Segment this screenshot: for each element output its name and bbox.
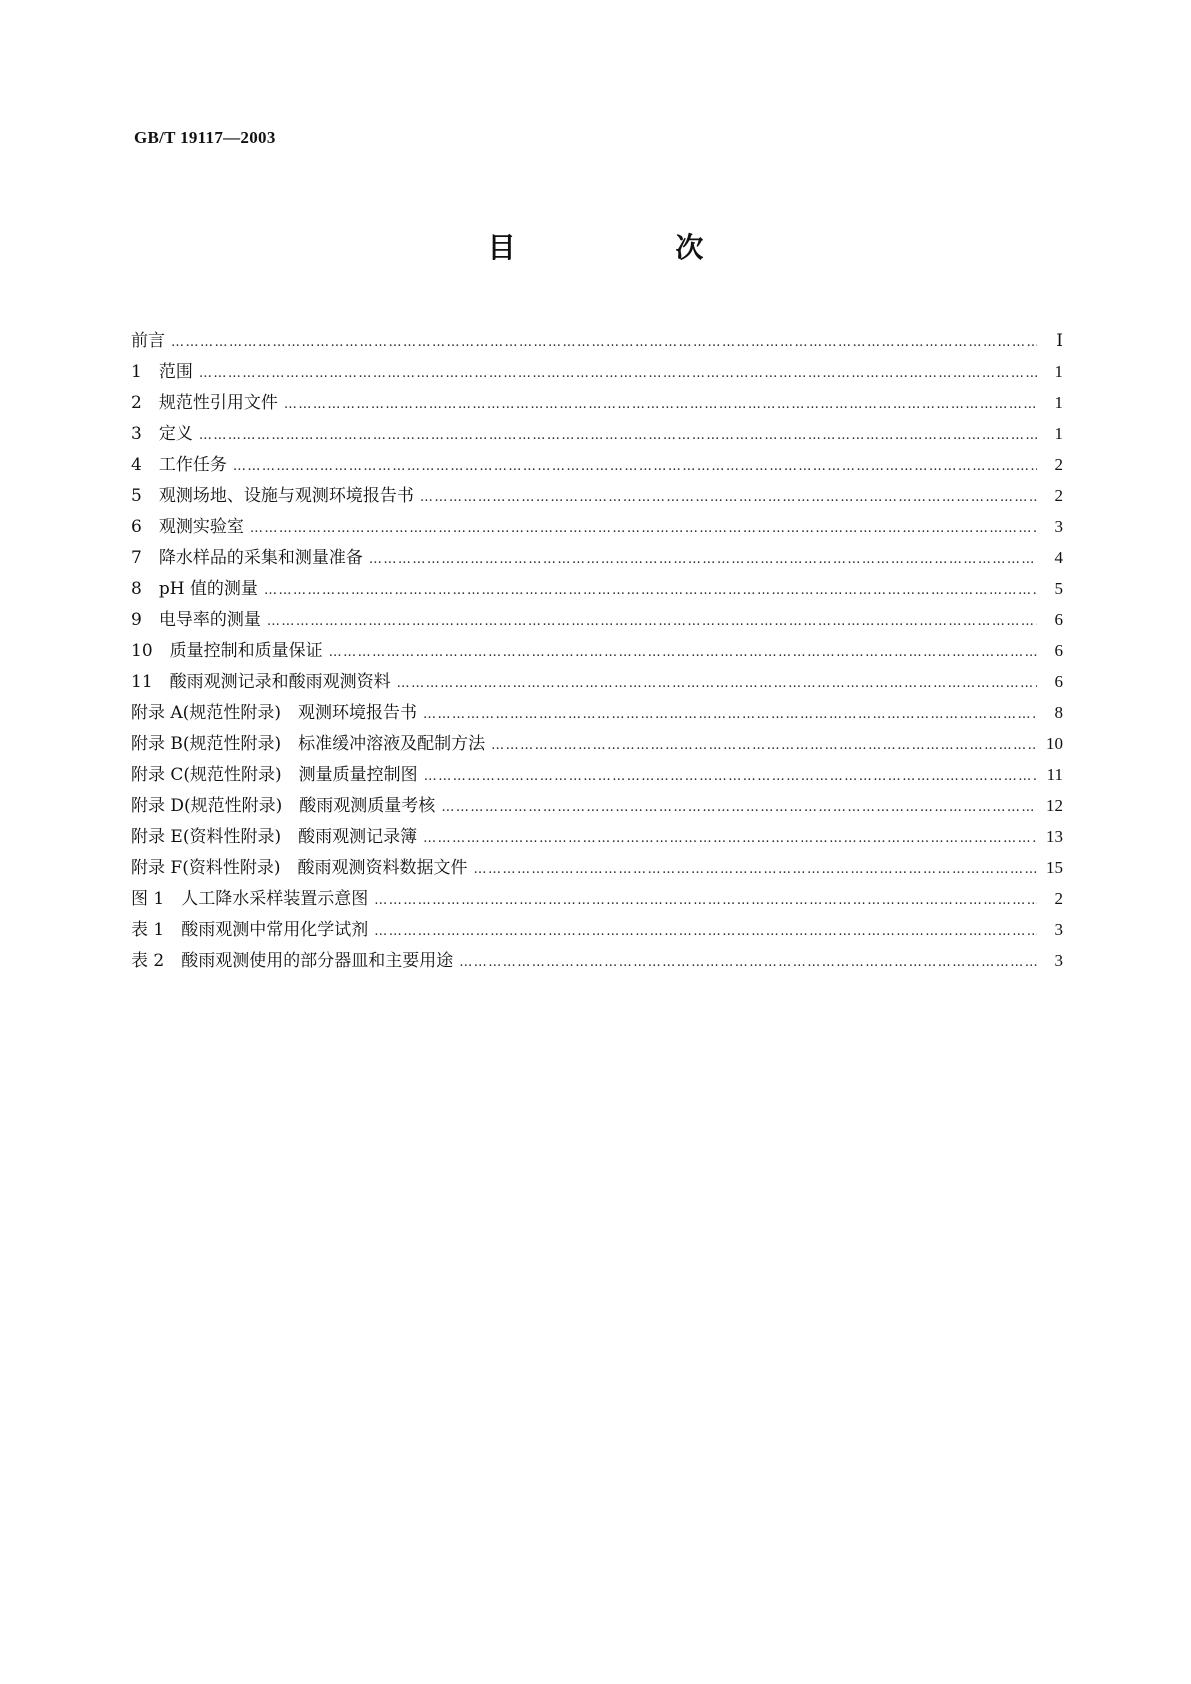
toc-entry[interactable] (131, 418, 1063, 449)
toc-entry[interactable] (131, 635, 1063, 666)
toc-entry[interactable] (131, 325, 1063, 356)
toc-entry-page: 2 (1054, 889, 1063, 908)
toc-entry-label: 9 电导率的测量 (131, 610, 261, 630)
toc-entry-page: 4 (1054, 548, 1063, 567)
dot-leader (267, 606, 1037, 637)
toc-entry[interactable] (131, 480, 1063, 511)
table-of-contents (131, 325, 1063, 976)
toc-entry-label: 6 观测实验室 (131, 517, 244, 537)
toc-entry[interactable] (131, 852, 1063, 883)
dot-leader (199, 358, 1037, 389)
toc-entry-page: 12 (1046, 796, 1063, 815)
dot-leader (441, 792, 1037, 823)
dot-leader (199, 420, 1037, 451)
toc-entry[interactable] (131, 883, 1063, 914)
dot-leader (459, 947, 1037, 978)
toc-entry-page: 5 (1054, 579, 1063, 598)
dot-leader (423, 823, 1037, 854)
toc-entry-page: 6 (1054, 672, 1063, 691)
toc-entry[interactable] (131, 449, 1063, 480)
toc-entry-label: 3 定义 (131, 424, 193, 444)
toc-entry-page: 2 (1054, 486, 1063, 505)
standard-number: GB/T 19117—2003 (134, 128, 276, 147)
toc-entry-label: 8 pH 值的测量 (131, 579, 258, 599)
dot-leader (329, 637, 1037, 668)
dot-leader (171, 327, 1037, 358)
toc-entry-page: 1 (1054, 393, 1063, 412)
dot-leader (423, 699, 1037, 730)
toc-entry[interactable] (131, 728, 1063, 759)
toc-entry-label: 附录 E(资料性附录) 酸雨观测记录簿 (131, 827, 418, 847)
toc-entry[interactable] (131, 914, 1063, 945)
dot-leader (424, 761, 1037, 792)
dot-leader (491, 730, 1037, 761)
toc-entry-page: 1 (1054, 424, 1063, 443)
toc-entry-label: 附录 C(规范性附录) 测量质量控制图 (131, 765, 418, 785)
toc-entry-label: 表 1 酸雨观测中常用化学试剂 (131, 920, 369, 940)
dot-leader (264, 575, 1037, 606)
toc-entry-label: 11 酸雨观测记录和酸雨观测资料 (131, 672, 391, 692)
toc-entry-label: 图 1 人工降水采样装置示意图 (131, 889, 369, 909)
toc-entry[interactable] (131, 821, 1063, 852)
toc-entry-label: 附录 D(规范性附录) 酸雨观测质量考核 (131, 796, 436, 816)
toc-entry-label: 附录 F(资料性附录) 酸雨观测资料数据文件 (131, 858, 468, 878)
toc-entry-page: Ⅰ (1056, 331, 1063, 350)
toc-entry-page: 11 (1046, 765, 1063, 784)
dot-leader (374, 916, 1037, 947)
toc-entry[interactable] (131, 542, 1063, 573)
dot-leader (233, 451, 1037, 482)
dot-leader (420, 482, 1037, 513)
dot-leader (284, 389, 1037, 420)
toc-entry-page: 3 (1054, 517, 1063, 536)
toc-entry-page: 2 (1054, 455, 1063, 474)
toc-entry[interactable] (131, 573, 1063, 604)
toc-entry-page: 1 (1054, 362, 1063, 381)
toc-entry-page: 6 (1054, 641, 1063, 660)
toc-entry[interactable] (131, 759, 1063, 790)
toc-entry-label: 附录 B(规范性附录) 标准缓冲溶液及配制方法 (131, 734, 486, 754)
toc-entry[interactable] (131, 387, 1063, 418)
toc-entry-page: 3 (1054, 951, 1063, 970)
toc-entry[interactable] (131, 604, 1063, 635)
page-title: 目 次 (487, 231, 754, 264)
toc-entry-label: 7 降水样品的采集和测量准备 (131, 548, 363, 568)
dot-leader (369, 544, 1037, 575)
toc-entry-label: 表 2 酸雨观测使用的部分器皿和主要用途 (131, 951, 454, 971)
toc-entry-page: 6 (1054, 610, 1063, 629)
toc-entry-label: 前言 (131, 331, 165, 351)
dot-leader (250, 513, 1037, 544)
toc-entry[interactable] (131, 790, 1063, 821)
toc-entry-label: 10 质量控制和质量保证 (131, 641, 323, 661)
toc-entry[interactable] (131, 356, 1063, 387)
toc-entry-label: 4 工作任务 (131, 455, 227, 475)
dot-leader (397, 668, 1037, 699)
toc-entry-page: 15 (1046, 858, 1063, 877)
dot-leader (473, 854, 1037, 885)
toc-entry[interactable] (131, 511, 1063, 542)
toc-entry-label: 5 观测场地、设施与观测环境报告书 (131, 486, 414, 506)
toc-entry-label: 1 范围 (131, 362, 193, 382)
toc-entry-page: 8 (1054, 703, 1063, 722)
toc-entry-label: 附录 A(规范性附录) 观测环境报告书 (131, 703, 417, 723)
toc-entry[interactable] (131, 666, 1063, 697)
toc-entry[interactable] (131, 697, 1063, 728)
toc-entry[interactable] (131, 945, 1063, 976)
toc-entry-page: 3 (1054, 920, 1063, 939)
toc-entry-label: 2 规范性引用文件 (131, 393, 278, 413)
dot-leader (374, 885, 1037, 916)
toc-entry-page: 13 (1046, 827, 1063, 846)
toc-entry-page: 10 (1046, 734, 1063, 753)
